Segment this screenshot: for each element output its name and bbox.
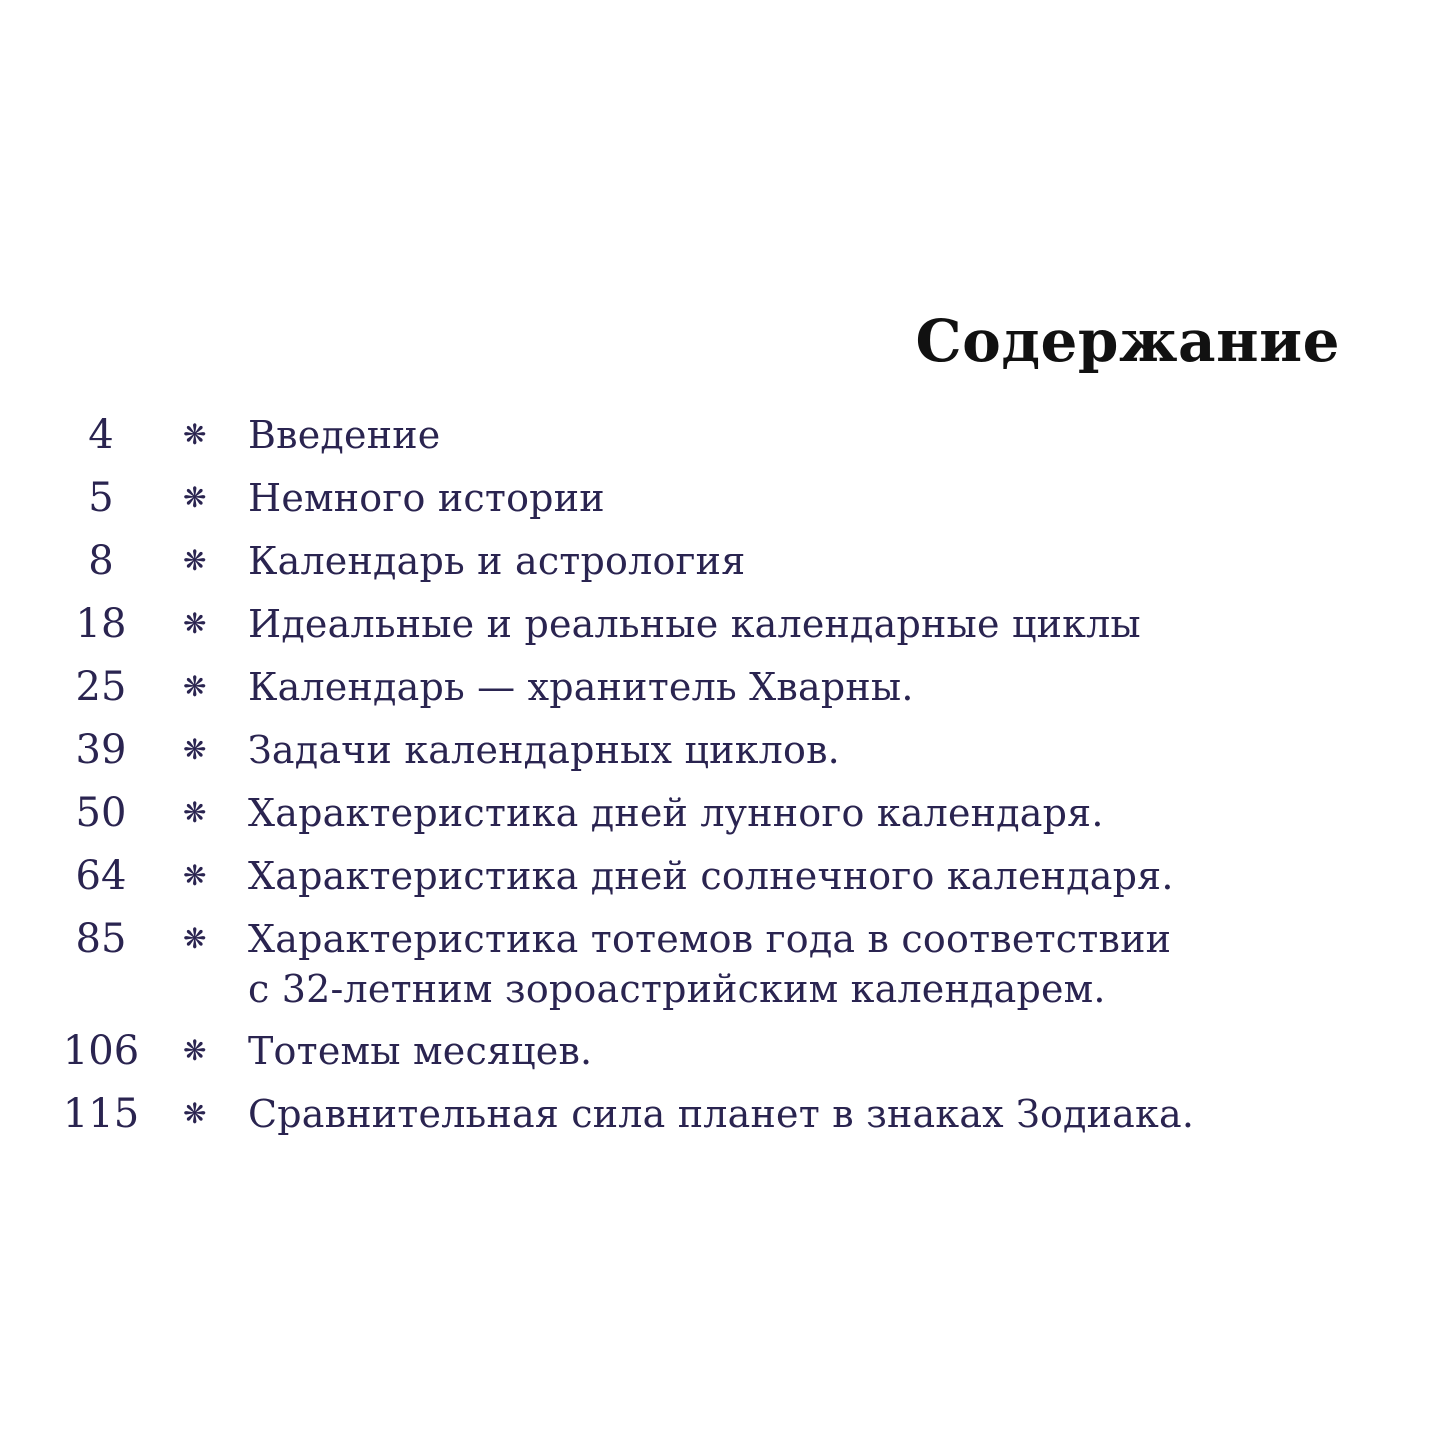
table-of-contents [0, 410, 1445, 1152]
toc-entry [0, 662, 1445, 725]
toc-entry [0, 599, 1445, 662]
snowflake-asterisk-icon: ❋ [183, 607, 207, 640]
toc-page-number: 8 [88, 538, 114, 584]
toc-entry [0, 851, 1445, 914]
toc-entry [0, 473, 1445, 536]
toc-entry-title: Календарь и астрология [248, 539, 746, 583]
snowflake-asterisk-icon: ❋ [183, 796, 207, 829]
toc-entry [0, 536, 1445, 599]
toc-page-number: 106 [62, 1028, 140, 1074]
toc-entry-title: Характеристика дней лунного календаря. [248, 791, 1104, 835]
toc-entry-title: Немного истории [248, 476, 605, 520]
toc-entry-title: Задачи календарных циклов. [248, 728, 840, 772]
toc-entry [0, 725, 1445, 788]
toc-page-number: 115 [62, 1091, 140, 1137]
toc-entry-title: Сравнительная сила планет в знаках Зодиака. [248, 1092, 1195, 1136]
snowflake-asterisk-icon: ❋ [183, 481, 207, 514]
toc-entry-title: Введение [248, 413, 441, 457]
toc-entry [0, 410, 1445, 473]
toc-page-number: 64 [75, 853, 127, 899]
toc-entry-title: Тотемы месяцев. [248, 1029, 593, 1073]
toc-entry-title: Идеальные и реальные календарные циклы [248, 602, 1141, 646]
snowflake-asterisk-icon: ❋ [183, 1097, 207, 1130]
toc-entry [0, 1026, 1445, 1089]
page-title: Содержание [915, 307, 1340, 375]
toc-page-number: 4 [88, 412, 114, 458]
snowflake-asterisk-icon: ❋ [183, 922, 207, 955]
toc-page-number: 25 [75, 664, 127, 710]
toc-entry-title: Характеристика тотемов года в соответствии с 32-летним зороастрийским календарем. [248, 917, 1172, 1011]
toc-page-number: 5 [88, 475, 114, 521]
toc-entry [0, 1089, 1445, 1152]
toc-entry-title: Календарь — хранитель Хварны. [248, 665, 914, 709]
snowflake-asterisk-icon: ❋ [183, 544, 207, 577]
toc-page-number: 39 [75, 727, 127, 773]
snowflake-asterisk-icon: ❋ [183, 670, 207, 703]
toc-page-number: 85 [75, 916, 127, 962]
toc-entry [0, 788, 1445, 851]
toc-page-number: 18 [75, 601, 127, 647]
snowflake-asterisk-icon: ❋ [183, 733, 207, 766]
snowflake-asterisk-icon: ❋ [183, 1034, 207, 1067]
toc-entry-title: Характеристика дней солнечного календаря. [248, 854, 1174, 898]
toc-page-number: 50 [75, 790, 127, 836]
toc-entry [0, 914, 1445, 1026]
snowflake-asterisk-icon: ❋ [183, 859, 207, 892]
snowflake-asterisk-icon: ❋ [183, 418, 207, 451]
